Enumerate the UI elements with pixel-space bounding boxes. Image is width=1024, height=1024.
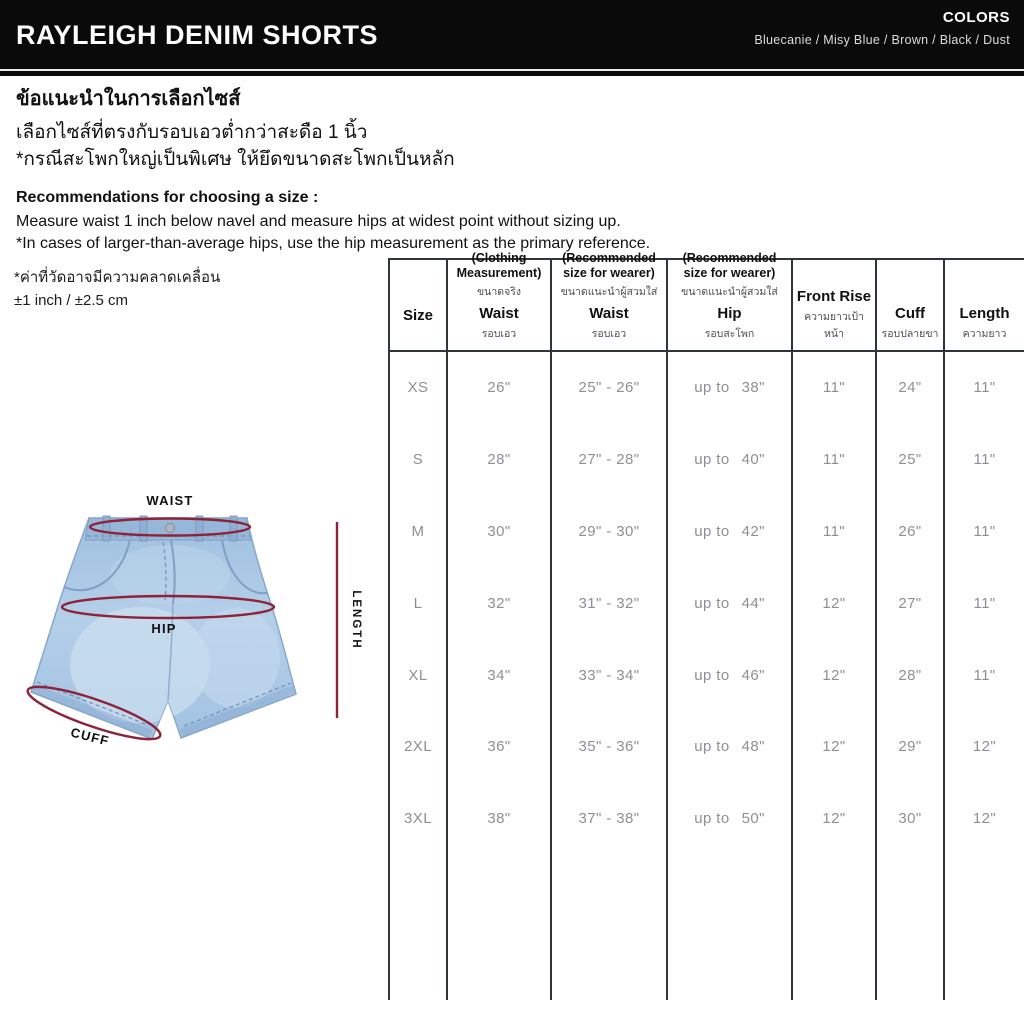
english-instruction-line: Measure waist 1 inch below navel and measure hips at widest point without sizing up.: [16, 213, 621, 230]
waist-wearer-cell: 25" - 26": [552, 352, 668, 424]
hip-cell: [668, 711, 793, 783]
hip-label: HIP: [151, 621, 177, 636]
column-header-hip: [668, 251, 793, 352]
column-label: Waist: [589, 305, 629, 322]
column-subtitle-thai: ขนาดจริง: [477, 286, 521, 298]
waist-wearer-cell: 31" - 32": [552, 567, 668, 639]
length-label: LENGTH: [350, 590, 362, 650]
sizing-instructions: [16, 82, 650, 255]
hip-prefix: up to: [694, 810, 730, 828]
header-bar: [0, 0, 1024, 76]
column-header-length: [945, 258, 1024, 352]
front-rise-cell: 12": [793, 711, 877, 783]
column-subtitle: (Clothing Measurement): [456, 251, 542, 280]
waist-wearer-cell: 27" - 28": [552, 424, 668, 496]
cuff-label: CUFF: [69, 724, 112, 749]
english-heading: Recommendations for choosing a size :: [16, 189, 319, 206]
column-subtitle: (Recommended size for wearer): [682, 251, 777, 280]
column-subtitle: (Recommended size for wearer): [562, 251, 656, 280]
hip-cell: [668, 639, 793, 711]
length-cell: 11": [973, 594, 996, 612]
column-header-front-rise: [793, 258, 877, 352]
colors-label: COLORS: [942, 9, 1010, 26]
size-cell: M: [388, 496, 448, 568]
waist-wearer-cell: 37" - 38": [552, 783, 668, 855]
length-cell: 11": [973, 522, 996, 540]
hip-value: 48": [741, 738, 765, 756]
length-cell: 11": [973, 666, 996, 684]
column-subtitle-thai: ขนาดแนะนำผู้สวมใส่: [560, 286, 658, 298]
waist-garment-cell: 34": [448, 639, 552, 711]
belt-loop: [103, 516, 110, 541]
table-grid-extension: [668, 855, 793, 1000]
cuff-cell: 28": [877, 639, 945, 711]
hip-prefix: up to: [694, 594, 730, 612]
column-label: Hip: [717, 305, 742, 322]
hip-prefix: up to: [694, 451, 730, 469]
thai-heading: ข้อแนะนำในการเลือกไซส์: [16, 88, 241, 110]
header-divider: [0, 69, 1024, 71]
column-label-thai: รอบสะโพก: [704, 328, 755, 340]
length-cell: 11": [973, 451, 996, 469]
column-label: Length: [959, 305, 1010, 322]
column-header-waist-wearer: [552, 251, 668, 352]
table-grid-extension: [945, 855, 1024, 1000]
hip-prefix: up to: [694, 666, 730, 684]
waist-garment-cell: 32": [448, 567, 552, 639]
column-header-size: [388, 258, 448, 352]
column-label-thai: รอบเอว: [481, 328, 517, 340]
table-grid-extension: [448, 855, 552, 1000]
length-cell: 12": [972, 738, 997, 756]
hip-value: 38": [741, 379, 765, 397]
waist-wearer-cell: 35" - 36": [552, 711, 668, 783]
size-chart-table: [388, 251, 1024, 1000]
colors-list: Bluecanie / Misy Blue / Brown / Black / Dust: [754, 33, 1010, 47]
front-rise-cell: 12": [793, 567, 877, 639]
front-rise-cell: 12": [793, 639, 877, 711]
tolerance-note: [14, 266, 220, 312]
waist-wearer-cell: 29" - 30": [552, 496, 668, 568]
cuff-cell: 25": [877, 424, 945, 496]
column-subtitle-thai: ขนาดแนะนำผู้สวมใส่: [681, 286, 778, 298]
column-label: Waist: [479, 305, 519, 322]
thai-instruction-line: เลือกไซส์ที่ตรงกับรอบเอวต่ำกว่าสะดือ 1 นิ้ว: [16, 122, 368, 143]
cuff-cell: 27": [877, 567, 945, 639]
tolerance-note-line: ±1 inch / ±2.5 cm: [14, 292, 129, 309]
cuff-cell: 30": [877, 783, 945, 855]
table-grid-extension: [877, 855, 945, 1000]
table-grid-extension: [793, 855, 877, 1000]
hip-cell: [668, 424, 793, 496]
hip-prefix: up to: [694, 738, 730, 756]
column-label-thai: รอบปลายขา: [881, 328, 939, 340]
front-rise-cell: 11": [793, 496, 877, 568]
waist-garment-cell: 30": [448, 496, 552, 568]
hip-cell: [668, 567, 793, 639]
front-rise-cell: 11": [793, 424, 877, 496]
column-header-waist-garment: [448, 251, 552, 352]
waist-label: WAIST: [146, 493, 194, 508]
column-label-thai: รอบเอว: [591, 328, 627, 340]
size-cell: 2XL: [388, 711, 448, 783]
size-cell: XL: [388, 639, 448, 711]
waist-garment-cell: 36": [448, 711, 552, 783]
column-label: Front Rise: [796, 288, 872, 305]
hip-value: 44": [741, 594, 765, 612]
tolerance-note-line: *ค่าที่วัดอาจมีความคลาดเคลื่อน: [14, 269, 221, 286]
cuff-cell: 29": [877, 711, 945, 783]
front-rise-cell: 11": [793, 352, 877, 424]
column-header-cuff: [877, 258, 945, 352]
length-cell: 11": [973, 379, 996, 397]
hip-value: 50": [741, 810, 765, 828]
colors-block: [754, 9, 1010, 47]
waist-garment-cell: 26": [448, 352, 552, 424]
hip-cell: [668, 496, 793, 568]
column-label-thai: ความยาว: [962, 328, 1007, 340]
jeans-button: [166, 524, 175, 533]
waist-garment-cell: 38": [448, 783, 552, 855]
waist-wearer-cell: 33" - 34": [552, 639, 668, 711]
hip-value: 40": [741, 451, 765, 469]
thai-instruction-line: *กรณีสะโพกใหญ่เป็นพิเศษ ให้ยึดขนาดสะโพกเป็นหลัก: [16, 149, 455, 170]
hip-value: 42": [741, 522, 765, 540]
cuff-cell: 24": [877, 352, 945, 424]
length-cell: 12": [972, 810, 997, 828]
cuff-cell: 26": [877, 496, 945, 568]
size-cell: L: [388, 567, 448, 639]
hip-value: 46": [741, 666, 765, 684]
column-label-thai: ความยาวเป้าหน้า: [804, 311, 864, 340]
hip-cell: [668, 783, 793, 855]
hip-prefix: up to: [694, 522, 730, 540]
shorts-measurement-diagram: [0, 480, 390, 770]
english-instruction-line: *In cases of larger-than-average hips, use the hip measurement as the primary reference.: [16, 235, 651, 252]
column-label: Size: [402, 307, 433, 324]
front-rise-cell: 12": [793, 783, 877, 855]
product-title: RAYLEIGH DENIM SHORTS: [16, 20, 379, 50]
size-cell: S: [388, 424, 448, 496]
size-cell: 3XL: [388, 783, 448, 855]
hip-cell: [668, 352, 793, 424]
belt-loop: [230, 516, 237, 541]
size-cell: XS: [388, 352, 448, 424]
table-grid-extension: [552, 855, 668, 1000]
waist-garment-cell: 28": [448, 424, 552, 496]
hip-prefix: up to: [694, 379, 730, 397]
column-label: Cuff: [895, 305, 925, 322]
table-grid-extension: [388, 855, 448, 1000]
